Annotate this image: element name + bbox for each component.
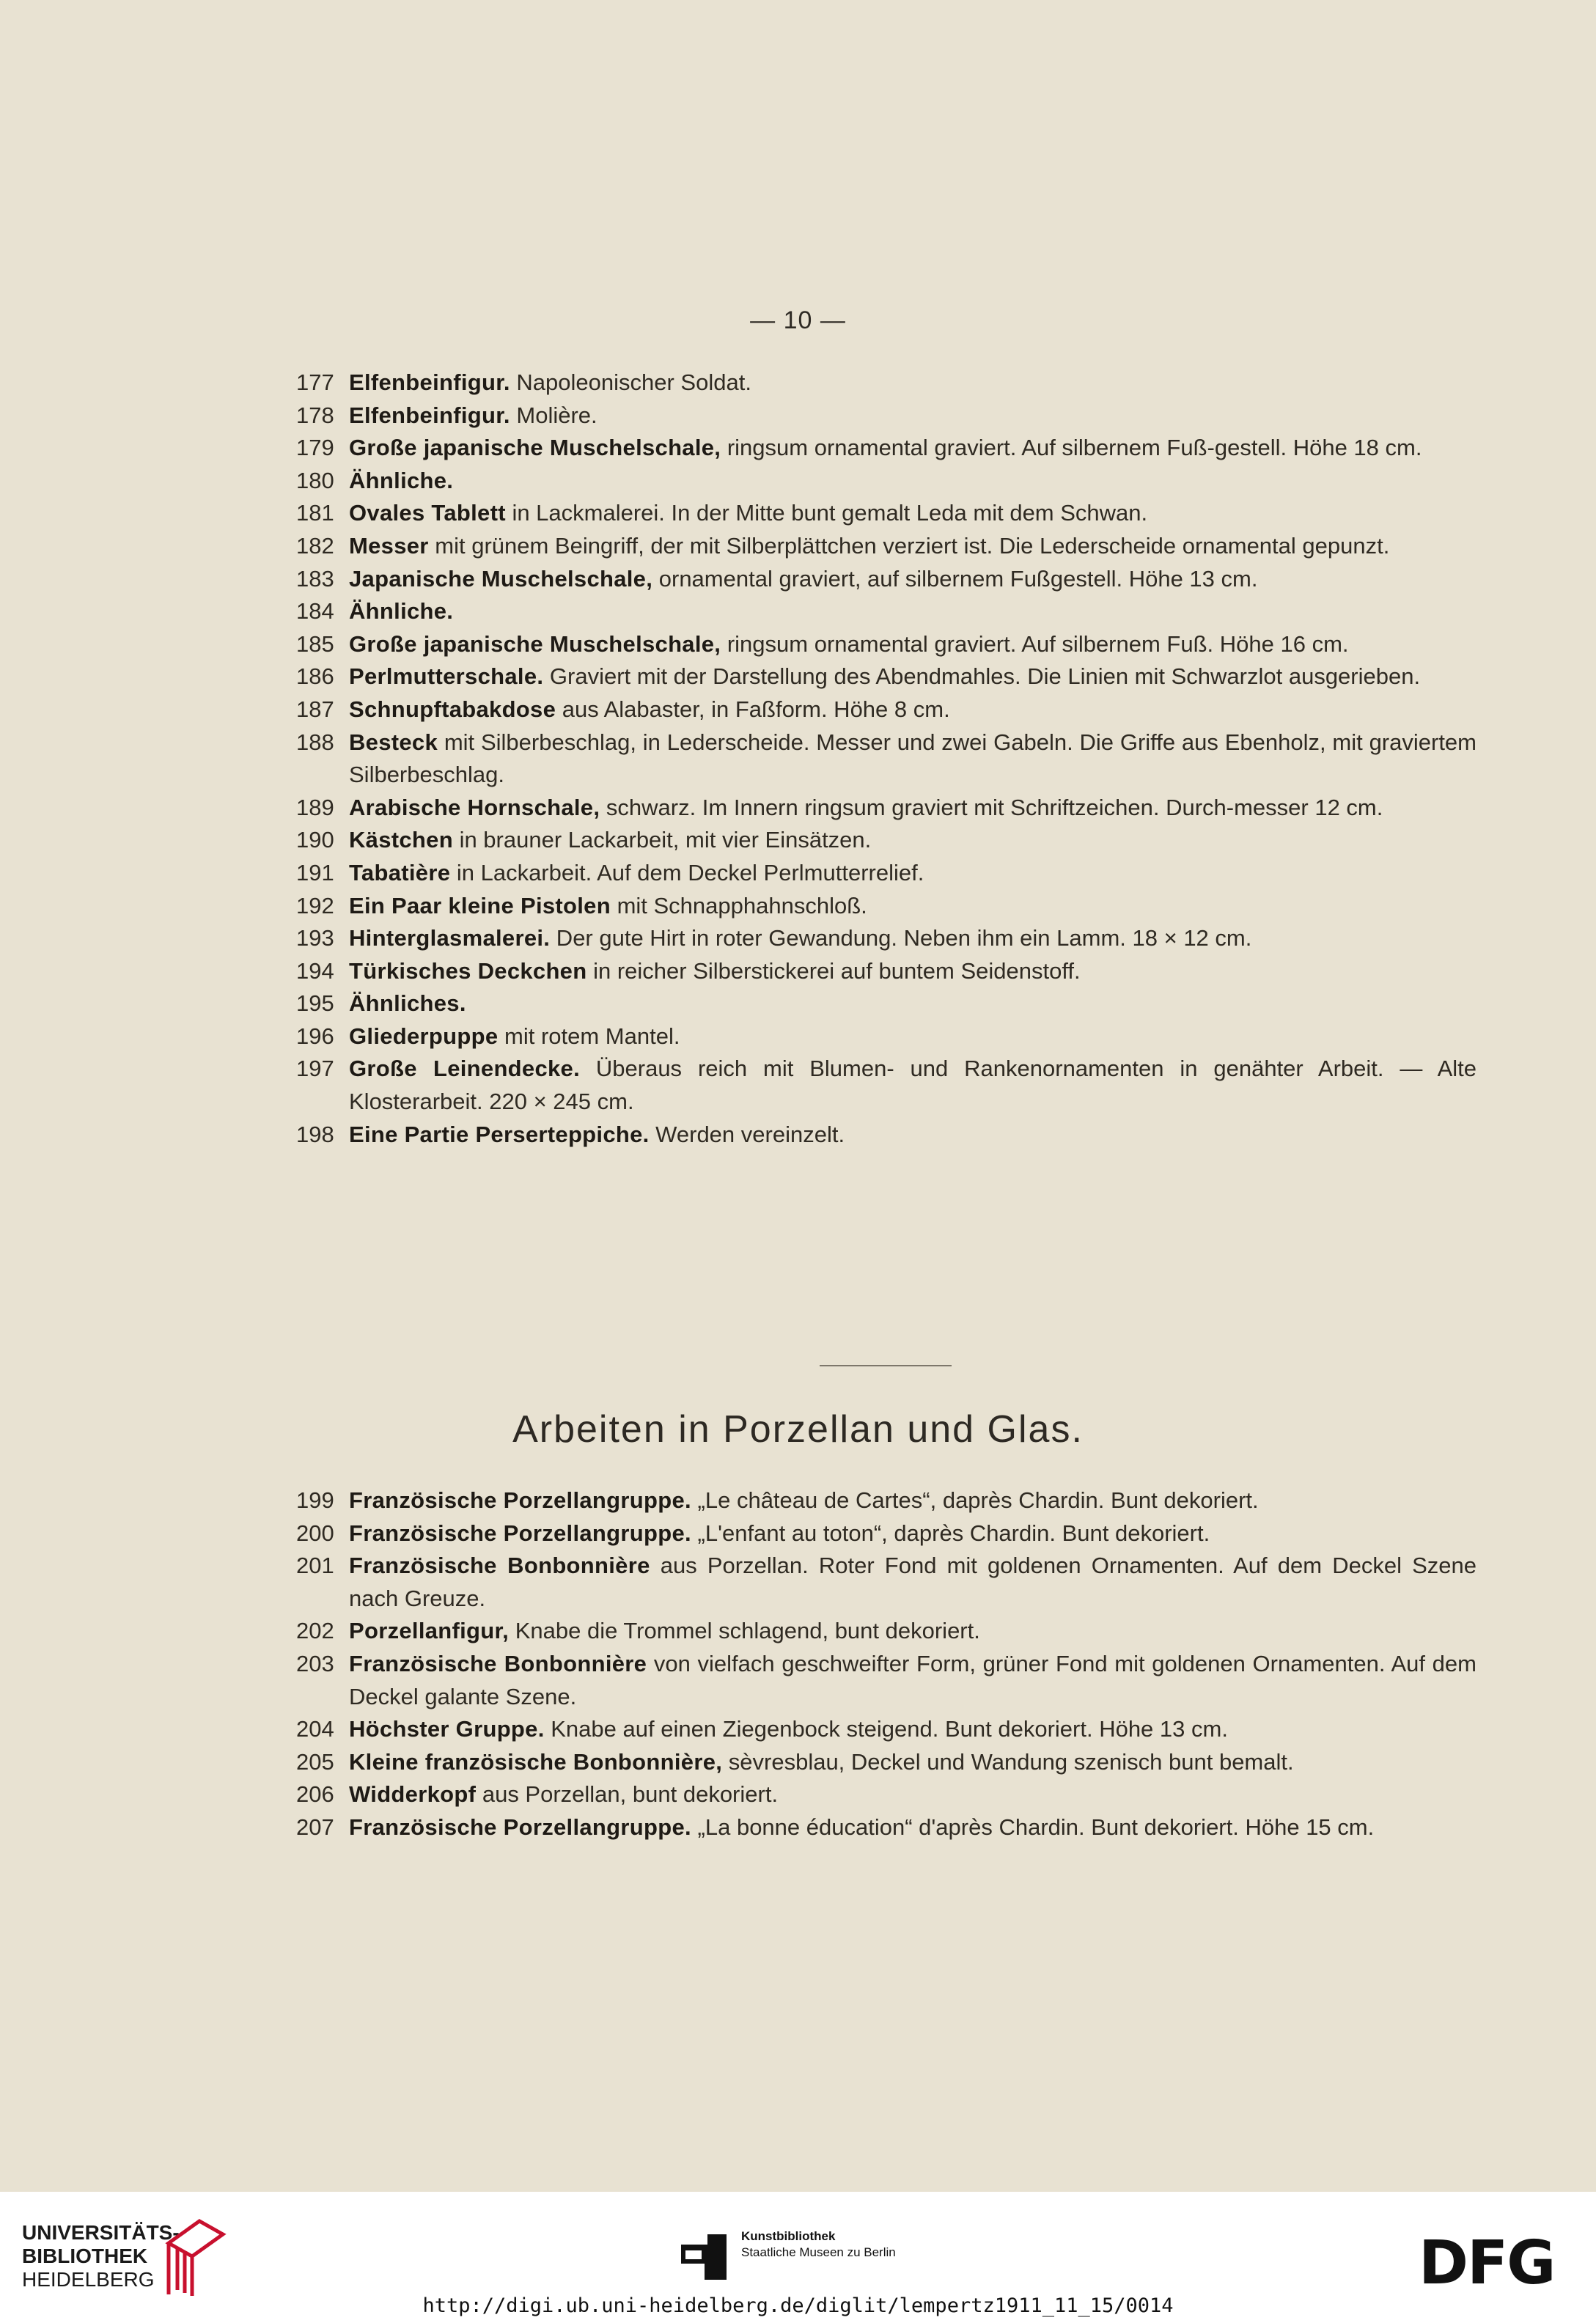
- entry-number: 193: [296, 925, 334, 951]
- entry-description: Knabe auf einen Ziegenbock steigend. Bunt dekoriert. Höhe 13 cm.: [544, 1716, 1228, 1742]
- entry-title: Große japanische Muschelschale,: [349, 435, 721, 461]
- entry-description: „La bonne éducation“ d'après Chardin. Bunt dekoriert. Höhe 15 cm.: [691, 1814, 1375, 1840]
- entry-description: „L'enfant au toton“, daprès Chardin. Bunt dekoriert.: [691, 1520, 1210, 1546]
- kunstbibliothek-emblem-icon: [678, 2231, 729, 2283]
- entry-title: Elfenbeinfigur.: [349, 369, 510, 395]
- entry-title: Ähnliche.: [349, 598, 454, 625]
- catalog-entry: [296, 465, 1477, 498]
- entry-number: 192: [296, 892, 334, 918]
- entry-number: 182: [296, 532, 334, 559]
- entry-number: 178: [296, 402, 334, 428]
- section-heading: Arbeiten in Porzellan und Glas.: [512, 1408, 1084, 1451]
- entry-title: Tabatière: [349, 859, 451, 886]
- entry-description: Knabe die Trommel schlagend, bunt dekoriert.: [509, 1618, 980, 1644]
- entry-number: 204: [296, 1716, 334, 1742]
- entry-number: 177: [296, 369, 334, 395]
- catalog-entry: [296, 1778, 1477, 1811]
- entry-title: Japanische Muschelschale,: [349, 565, 653, 592]
- ub-name-line1: UNIVERSITÄTS-: [22, 2221, 180, 2244]
- catalog-entry: [296, 955, 1477, 988]
- entry-description: aus Porzellan. Roter Fond mit goldenen Ornamenten. Auf dem Deckel Szene nach Greuze.: [349, 1553, 1477, 1611]
- entry-title: Schnupftabakdose: [349, 696, 556, 722]
- catalog-entry: [296, 1053, 1477, 1118]
- catalog-entry: [296, 400, 1477, 432]
- entry-number: 189: [296, 794, 334, 820]
- catalog-entry: [296, 1119, 1477, 1152]
- entry-description: in Lackmalerei. In der Mitte bunt gemalt Leda mit dem Schwan.: [505, 500, 1148, 526]
- entry-description: in brauner Lackarbeit, mit vier Einsätzen.: [452, 827, 872, 853]
- entry-title: Türkisches Deckchen: [349, 957, 587, 984]
- entry-description: mit grünem Beingriff, der mit Silberplättchen verziert ist. Die Lederscheide ornamental gepunzt.: [428, 532, 1390, 559]
- entry-description: sèvresblau, Deckel und Wandung szenisch bunt bemalt.: [722, 1748, 1294, 1775]
- entry-title: Ähnliche.: [349, 467, 454, 493]
- entry-list-first: [296, 367, 1477, 1151]
- entry-description: „Le château de Cartes“, daprès Chardin. Bunt dekoriert.: [691, 1487, 1259, 1513]
- catalog-entry: [296, 660, 1477, 693]
- entry-title: Ähnliches.: [349, 990, 466, 1017]
- entry-number: 198: [296, 1121, 334, 1147]
- entry-description: Überaus reich mit Blumen- und Rankenornamenten in genähter Arbeit. — Alte Klosterarbeit. 220 × 245 cm.: [349, 1056, 1477, 1115]
- entry-description: Graviert mit der Darstellung des Abendmahles. Die Linien mit Schwarzlot ausgerieben.: [543, 663, 1421, 690]
- catalog-entry: [296, 792, 1477, 825]
- entry-title: Eine Partie Perserteppiche.: [349, 1121, 650, 1147]
- page-number: — 10 —: [750, 306, 846, 334]
- dfg-logo[interactable]: DFG: [1419, 2228, 1555, 2298]
- entry-title: Ovales Tablett: [349, 500, 506, 526]
- catalog-entry: [296, 824, 1477, 857]
- entry-number: 202: [296, 1618, 334, 1644]
- entry-title: Besteck: [349, 729, 438, 755]
- catalog-entry: [296, 1517, 1477, 1550]
- entry-number: 185: [296, 630, 334, 657]
- entry-number: 197: [296, 1056, 334, 1082]
- ub-name-line2: BIBLIOTHEK: [22, 2245, 148, 2267]
- entry-description: mit rotem Mantel.: [498, 1023, 680, 1049]
- entry-title: Französische Porzellangruppe.: [349, 1487, 691, 1513]
- catalog-entry: [296, 1550, 1477, 1615]
- entry-description: schwarz. Im Innern ringsum graviert mit Schriftzeichen. Durch-messer 12 cm.: [600, 794, 1383, 820]
- catalog-entry: [296, 563, 1477, 596]
- entry-number: 205: [296, 1748, 334, 1775]
- catalog-entry: [296, 1648, 1477, 1713]
- entry-description: in reicher Silberstickerei auf buntem Seidenstoff.: [586, 957, 1081, 984]
- entry-number: 187: [296, 696, 334, 722]
- catalog-entry: [296, 530, 1477, 563]
- entry-number: 196: [296, 1023, 334, 1049]
- section-divider: [820, 1365, 952, 1366]
- entry-title: Kästchen: [349, 827, 453, 853]
- permalink-url[interactable]: http://digi.ub.uni-heidelberg.de/diglit/lempertz1911_11_15/0014: [422, 2294, 1174, 2317]
- entry-title: Widderkopf: [349, 1781, 477, 1808]
- entry-title: Arabische Hornschale,: [349, 794, 600, 820]
- entry-number: 201: [296, 1553, 334, 1579]
- entry-title: Französische Porzellangruppe.: [349, 1520, 691, 1546]
- entry-title: Französische Porzellangruppe.: [349, 1814, 691, 1840]
- entry-description: Molière.: [510, 402, 597, 428]
- catalog-entry: [296, 922, 1477, 955]
- entry-number: 203: [296, 1650, 334, 1676]
- catalog-entry: [296, 1811, 1477, 1844]
- entry-number: 188: [296, 729, 334, 755]
- entry-title: Kleine französische Bonbonnière,: [349, 1748, 723, 1775]
- entry-number: 200: [296, 1520, 334, 1546]
- entry-description: ringsum ornamental graviert. Auf silbernem Fuß. Höhe 16 cm.: [721, 630, 1349, 657]
- entry-number: 206: [296, 1781, 334, 1808]
- entry-number: 194: [296, 957, 334, 984]
- entry-number: 199: [296, 1487, 334, 1513]
- entry-description: ornamental graviert, auf silbernem Fußgestell. Höhe 13 cm.: [652, 565, 1258, 592]
- kb-name-line1: Kunstbibliothek: [741, 2229, 836, 2243]
- entry-title: Große Leinendecke.: [349, 1056, 580, 1082]
- entry-title: Höchster Gruppe.: [349, 1716, 545, 1742]
- catalog-entry: [296, 1484, 1477, 1517]
- entry-title: Elfenbeinfigur.: [349, 402, 510, 428]
- entry-title: Hinterglasmalerei.: [349, 925, 551, 951]
- catalog-entry: [296, 367, 1477, 400]
- entry-description: von vielfach geschweifter Form, grüner Fond mit goldenen Ornamenten. Auf dem Deckel galante Szene.: [349, 1650, 1477, 1709]
- catalog-entry: [296, 595, 1477, 628]
- kb-name-line2: Staatliche Museen zu Berlin: [741, 2245, 896, 2259]
- footer-bar: [0, 2192, 1596, 2323]
- entry-description: Werden vereinzelt.: [649, 1121, 845, 1147]
- catalog-entry: [296, 1615, 1477, 1648]
- entry-number: 207: [296, 1814, 334, 1840]
- catalog-entry: [296, 432, 1477, 465]
- catalog-entry: [296, 726, 1477, 792]
- entry-description: mit Silberbeschlag, in Lederscheide. Messer und zwei Gabeln. Die Griffe aus Ebenholz, mit graviertem Silberbeschlag.: [349, 729, 1477, 788]
- entry-number: 184: [296, 598, 334, 625]
- entry-description: mit Schnapphahnschloß.: [610, 892, 867, 918]
- entry-title: Große japanische Muschelschale,: [349, 630, 721, 657]
- entry-title: Perlmutterschale.: [349, 663, 544, 690]
- entry-description: aus Alabaster, in Faßform. Höhe 8 cm.: [556, 696, 950, 722]
- entry-title: Ein Paar kleine Pistolen: [349, 892, 611, 918]
- entry-number: 179: [296, 435, 334, 461]
- catalog-entry: [296, 693, 1477, 726]
- entry-number: 181: [296, 500, 334, 526]
- entry-description: ringsum ornamental graviert. Auf silbernem Fuß-gestell. Höhe 18 cm.: [721, 435, 1422, 461]
- entry-number: 180: [296, 467, 334, 493]
- catalog-entry: [296, 1746, 1477, 1779]
- entry-description: in Lackarbeit. Auf dem Deckel Perlmutterrelief.: [450, 859, 924, 886]
- ub-emblem-icon: [163, 2214, 229, 2302]
- catalog-entry: [296, 497, 1477, 530]
- entry-number: 186: [296, 663, 334, 690]
- entry-description: Der gute Hirt in roter Gewandung. Neben ihm ein Lamm. 18 × 12 cm.: [550, 925, 1252, 951]
- catalog-entry: [296, 890, 1477, 923]
- entry-number: 183: [296, 565, 334, 592]
- ub-name-line3: HEIDELBERG: [22, 2268, 155, 2291]
- entry-title: Messer: [349, 532, 429, 559]
- catalog-entry: [296, 1713, 1477, 1746]
- catalog-entry: [296, 628, 1477, 661]
- entry-title: Porzellanfigur,: [349, 1618, 510, 1644]
- entry-number: 191: [296, 859, 334, 886]
- entry-description: Napoleonischer Soldat.: [510, 369, 751, 395]
- catalog-entry: [296, 987, 1477, 1020]
- catalog-entry: [296, 1020, 1477, 1053]
- entry-number: 195: [296, 990, 334, 1017]
- entry-list-second: [296, 1484, 1477, 1844]
- catalog-entry: [296, 857, 1477, 890]
- entry-description: aus Porzellan, bunt dekoriert.: [476, 1781, 779, 1808]
- entry-title: Gliederpuppe: [349, 1023, 499, 1049]
- entry-title: Französische Bonbonnière: [349, 1650, 647, 1676]
- entry-number: 190: [296, 827, 334, 853]
- entry-title: Französische Bonbonnière: [349, 1553, 650, 1579]
